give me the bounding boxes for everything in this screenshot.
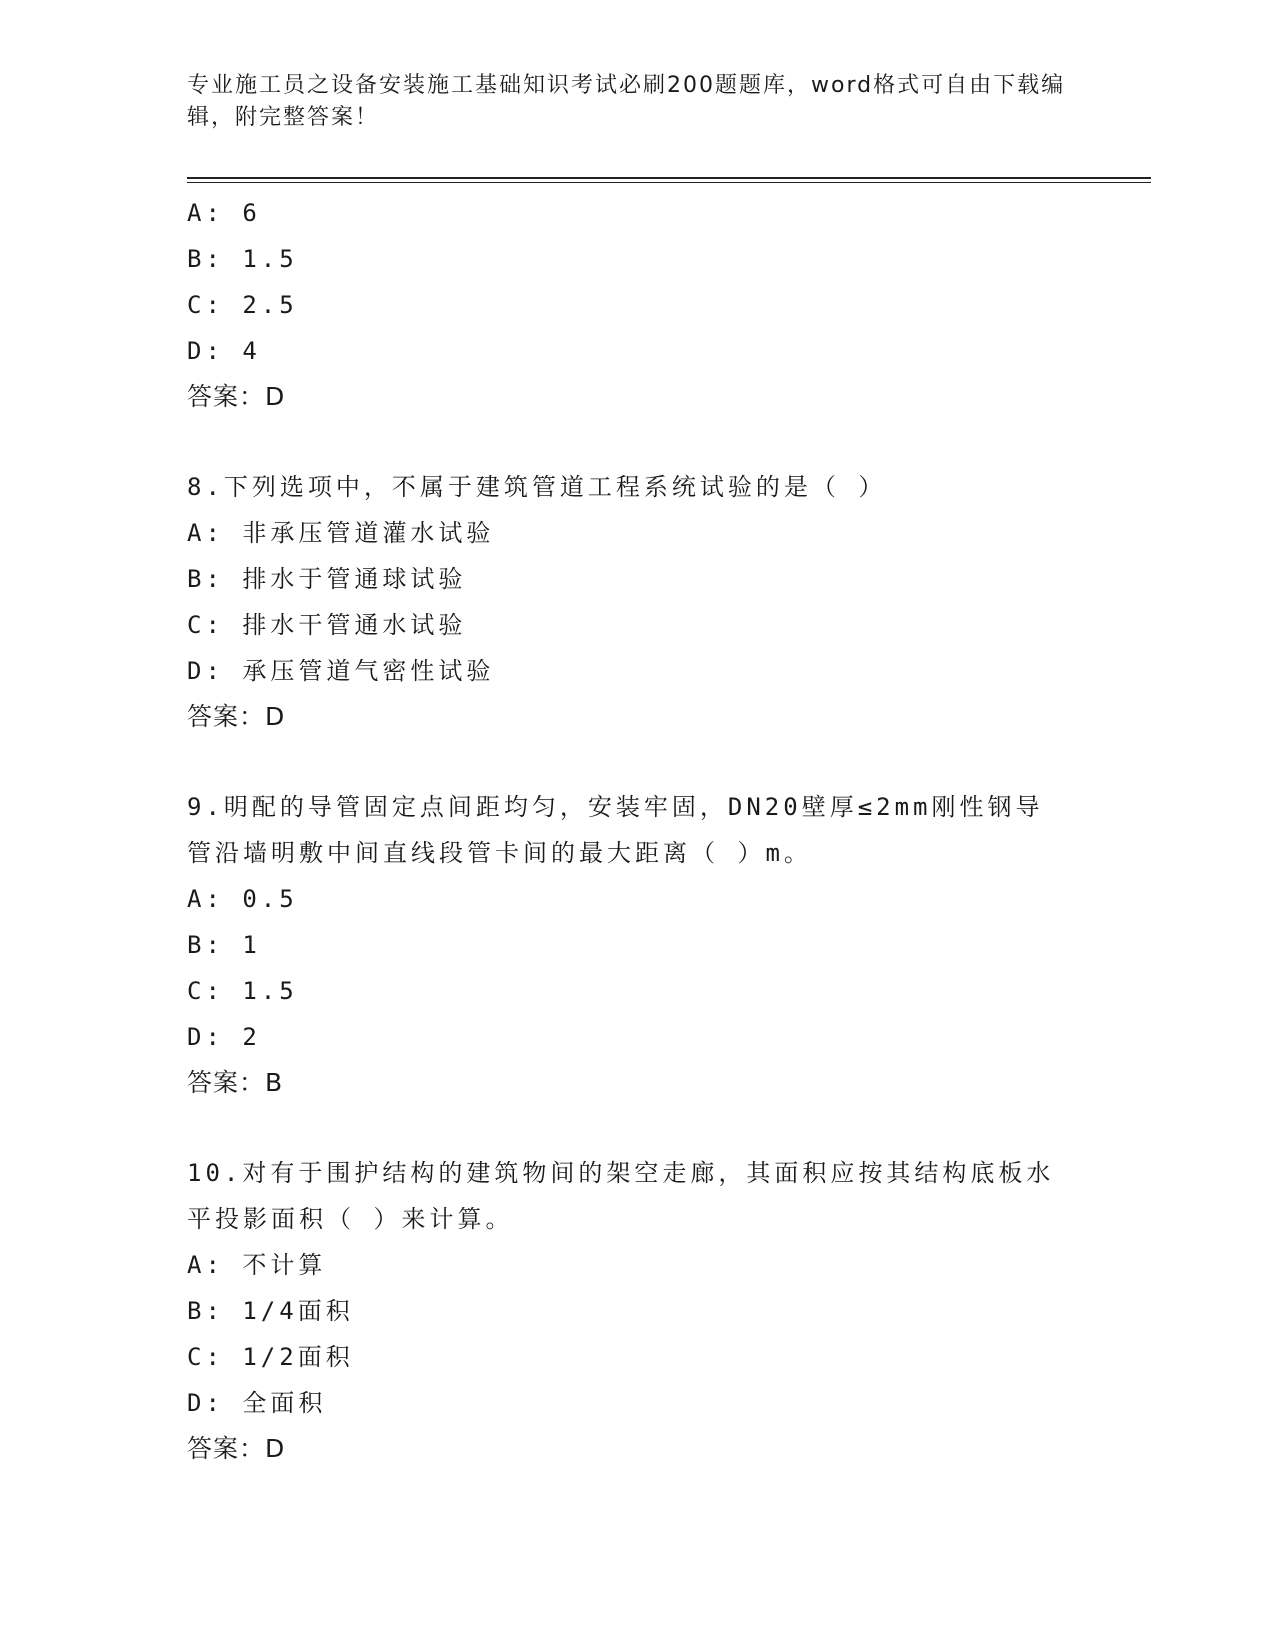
option-c: C: 1.5 (187, 977, 298, 1005)
option-a: A: 6 (187, 199, 261, 227)
option-b: B: 1.5 (187, 245, 298, 273)
question-8 (187, 464, 1087, 740)
answer-label: 答案：B (187, 1068, 284, 1097)
option-a: A: 不计算 (187, 1251, 327, 1279)
option-c: C: 1/2面积 (187, 1343, 354, 1371)
answer-label: 答案：D (187, 382, 286, 411)
answer-label: 答案：D (187, 1434, 286, 1463)
document-header: 专业施工员之设备安装施工基础知识考试必刷200题题库，word格式可自由下载编辑，附完整答案！ (187, 73, 1066, 130)
question-list (187, 190, 1087, 1472)
question-text: 9.明配的导管固定点间距均匀，安装牢固，DN20壁厚≤2mm刚性钢导管沿墙明敷中间直线段管卡间的最大距离（ ）m。 (187, 793, 1044, 867)
option-b: B: 1 (187, 931, 261, 959)
question-text: 10.对有于围护结构的建筑物间的架空走廊，其面积应按其结构底板水平投影面积（ ）来计算。 (187, 1159, 1055, 1233)
option-c: C: 排水干管通水试验 (187, 611, 467, 639)
option-d: D: 4 (187, 337, 261, 365)
option-b: B: 排水于管通球试验 (187, 565, 467, 593)
option-a: A: 非承压管道灌水试验 (187, 519, 495, 547)
option-d: D: 2 (187, 1023, 261, 1051)
header-divider-thick (187, 177, 1151, 179)
header-divider-thin (187, 182, 1151, 183)
option-d: D: 全面积 (187, 1389, 327, 1417)
answer-label: 答案：D (187, 702, 286, 731)
question-text: 8.下列选项中，不属于建筑管道工程系统试验的是（ ） (187, 473, 887, 501)
option-c: C: 2.5 (187, 291, 298, 319)
question-7 (187, 190, 1087, 420)
option-b: B: 1/4面积 (187, 1297, 354, 1325)
question-10 (187, 1150, 1087, 1472)
option-a: A: 0.5 (187, 885, 298, 913)
option-d: D: 承压管道气密性试验 (187, 657, 495, 685)
question-9 (187, 784, 1087, 1106)
